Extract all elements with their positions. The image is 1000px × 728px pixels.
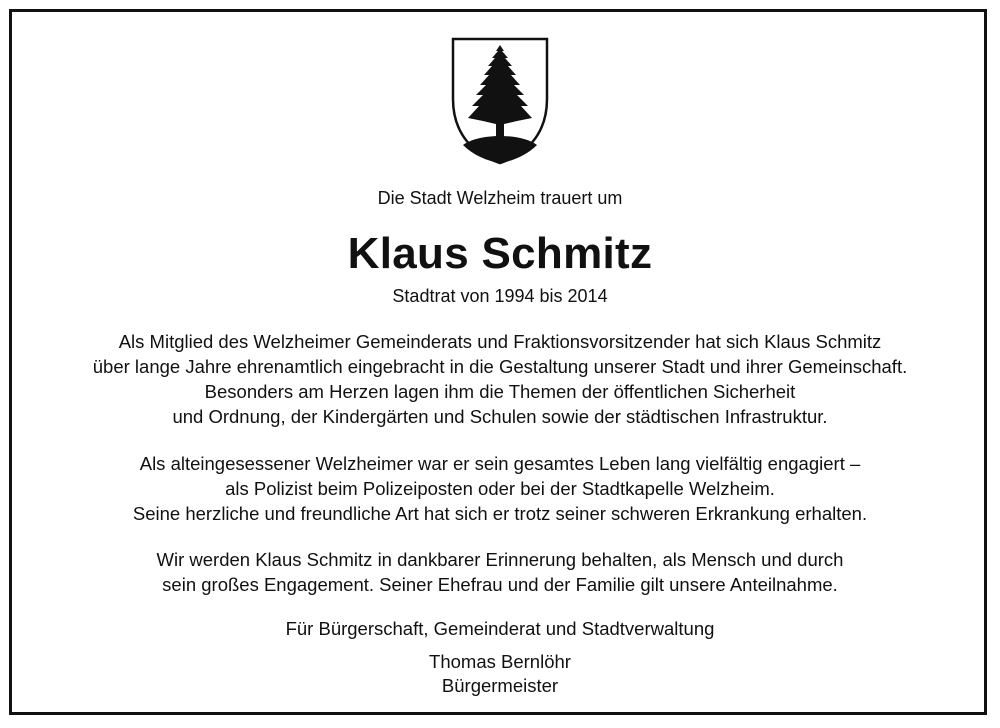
- paragraph-line: sein großes Engagement. Seiner Ehefrau und der Familie gilt unsere Anteilnahme.: [162, 574, 838, 595]
- paragraph-line: als Polizist beim Polizeiposten oder bei der Stadtkapelle Welzheim.: [225, 478, 775, 499]
- paragraph-line: Als alteingesessener Welzheimer war er sein gesamtes Leben lang vielfältig engagiert –: [139, 453, 861, 474]
- intro-text: Die Stadt Welzheim trauert um: [377, 188, 623, 208]
- signature-block: [0, 650, 1000, 698]
- coat-of-arms-fir-tree-icon: [451, 37, 549, 165]
- paragraph-remembrance: [0, 547, 1000, 597]
- paragraph-line: über lange Jahre ehrenamtlich eingebracht in die Gestaltung unserer Stadt und ihrer Gemeinschaft.: [92, 356, 908, 377]
- paragraph-line: Besonders am Herzen lagen ihm die Themen der öffentlichen Sicherheit: [204, 381, 796, 402]
- paragraph-line: Seine herzliche und freundliche Art hat sich er trotz seiner schweren Erkrankung erhalten.: [132, 503, 868, 524]
- deceased-name: Klaus Schmitz: [347, 229, 653, 278]
- paragraph-line: Als Mitglied des Welzheimer Gemeinderats und Fraktionsvorsitzender hat sich Klaus Schmitz: [118, 331, 882, 352]
- signer-name: Thomas Bernlöhr: [429, 651, 571, 672]
- signer-title: Bürgermeister: [441, 675, 559, 696]
- paragraph-line: Wir werden Klaus Schmitz in dankbarer Erinnerung behalten, als Mensch und durch: [156, 549, 844, 570]
- paragraph-tribute: [0, 329, 1000, 429]
- paragraph-line: und Ordnung, der Kindergärten und Schulen sowie der städtischen Infrastruktur.: [172, 406, 828, 427]
- closing-line: Für Bürgerschaft, Gemeinderat und Stadtverwaltung: [285, 618, 715, 639]
- paragraph-engagement: [0, 451, 1000, 526]
- term-of-office: Stadtrat von 1994 bis 2014: [392, 286, 608, 306]
